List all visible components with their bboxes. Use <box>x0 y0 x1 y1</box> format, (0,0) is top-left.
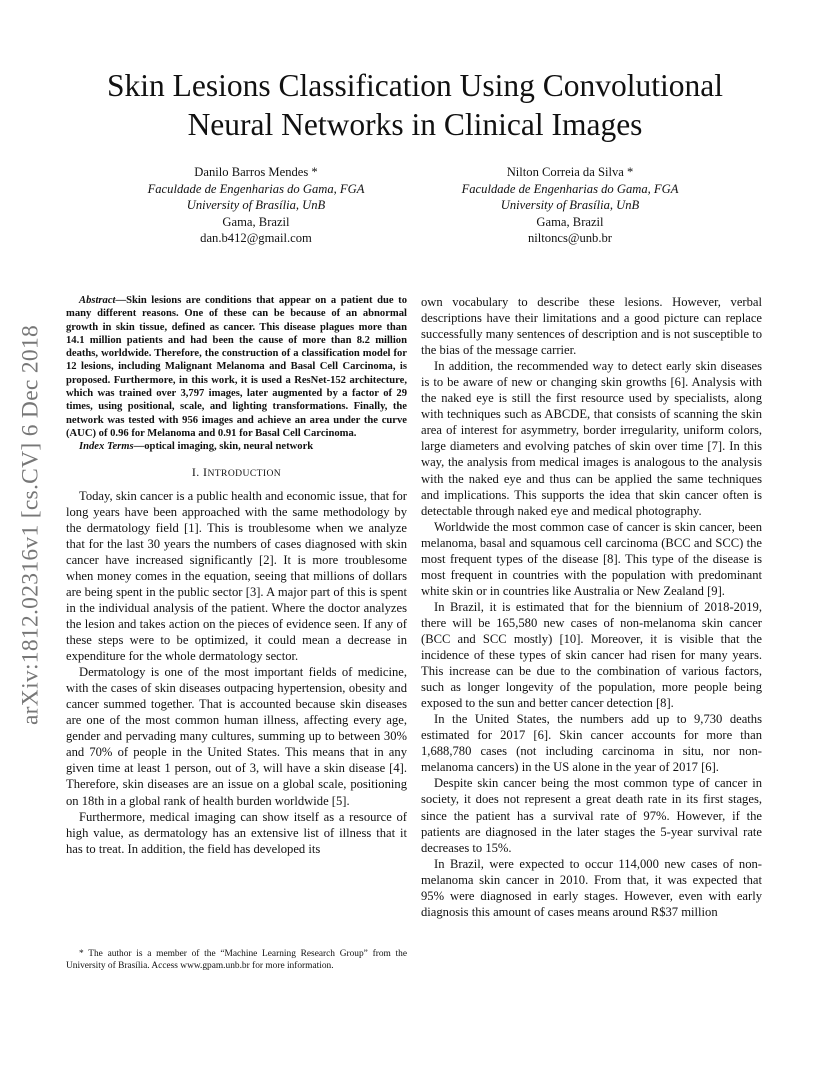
author-affiliation: Faculdade de Engenharias do Gama, FGA <box>147 181 365 196</box>
section-number: I. <box>191 464 204 479</box>
paragraph: In Brazil, it is estimated that for the biennium of 2018-2019, there will be 165,580 new cases of non-melanoma skin cancer (BCC and SCC mostly) [10]. Moreover, it is visible that the incidence of these types of skin cancer had risen for many years. This increase can be due to the combination of various factors, such as longer longevity of the population, more people being exposed to the sun and better cancer detection [8]. <box>421 599 762 711</box>
title-line-1: Skin Lesions Classification Using Convolutional <box>107 68 723 103</box>
author-university: University of Brasília, UnB <box>186 198 326 212</box>
author-university: University of Brasília, UnB <box>500 198 640 212</box>
section-title-rest: NTRODUCTION <box>207 467 282 479</box>
section-heading <box>66 464 407 482</box>
abstract-text: —Skin lesions are conditions that appear on a patient due to many different reasons. One of these can be because of an abnormal growth in skin tissue, defined as cancer. This disease plagues more than 14.1 million patients and had been the cause of more than 8.2 million deaths, worldwide. Therefore, the construction of a classification model for 12 lesions, including Malignant Melanoma and Basal Cell Carcinoma, is proposed. Furthermore, in this work, it is used a ResNet-152 architecture, which was trained over 3,797 images, later augmented by a factor of 29 times, using positional, scale, and lighting transformations. Finally, the network was tested with 956 images and achieve an area under the curve (AUC) of 0.96 for Melanoma and 0.91 for Basal Cell Carcinoma. <box>66 295 407 439</box>
paper-title <box>60 66 770 144</box>
author-email: dan.b412@gmail.com <box>200 231 312 245</box>
author-block-1 <box>116 164 396 247</box>
abstract <box>66 294 407 440</box>
title-line-2: Neural Networks in Clinical Images <box>187 107 643 142</box>
index-terms-text: —optical imaging, skin, neural network <box>133 441 314 453</box>
paragraph: own vocabulary to describe these lesions. However, verbal descriptions have their limitations and a good picture can replace successfully many sentences of description and is not susceptible to the bias of the message carrier. <box>421 295 763 358</box>
paragraph: In the United States, the numbers add up to 9,730 deaths estimated for 2017 [6]. Skin cancer accounts for more than 1,688,780 cases (not including carcinoma in situ, nor non-melanoma cancers) in the US alone in the year of 2017 [6]. <box>421 712 762 775</box>
footnote <box>66 948 407 972</box>
paragraph: Despite skin cancer being the most common type of cancer in society, it does not represent a great death rate in its first stages, since the patient has a survival rate of 97%. However, if the patients are diagnosed in the later stages the 5-year survival rate decreases to 15%. <box>421 776 762 855</box>
paragraph: Today, skin cancer is a public health and economic issue, that for long years have been approached with the same methodology by the dermatology field [1]. This is troublesome when we analyze that for the last 30 years the numbers of cases diagnosed with skin cancer have increased significantly [2]. It is more troublesome when money comes in the equation, seeing that millions of dollars are being spent in the public sector [3]. A major part of this is spent in the individual analysis of the patient. Where the doctor analyzes the lesion and takes action on the pieces of evidence seen. If any of these steps were to be optimized, it could mean a decrease in expenditure for the whole dermatology sector. <box>66 488 407 664</box>
section-first-letter: I <box>203 464 208 479</box>
paragraph: Furthermore, medical imaging can show itself as a resource of high value, as dermatology has an extensive list of illness that it has to treat. In addition, the field has developed its <box>66 809 407 856</box>
index-terms <box>66 440 407 453</box>
arxiv-identifier-text: arXiv:1812.02316v1 [cs.CV] 6 Dec 2018 <box>17 324 44 726</box>
index-terms-label: Index Terms <box>79 441 134 453</box>
right-column <box>421 294 762 920</box>
author-name: Danilo Barros Mendes * <box>194 165 318 179</box>
author-email: niltoncs@unb.br <box>527 231 612 245</box>
paragraph: Dermatology is one of the most important fields of medicine, with the cases of skin diseases outpacing hypertension, obesity and cancer summed together. That is accounted because skin diseases are one of the most common human illness, affecting every age, gender and pervading many cultures, summing up to between 30% and 70% of people in the United States. This means that in any given time at least 1 person, out of 3, will have a skin disease [4]. Therefore, skin diseases are an issue on a global scale, positioning on 18th in a global rank of health burden worldwide [5]. <box>66 665 407 808</box>
abstract-label: Abstract <box>79 295 116 306</box>
paragraph: In addition, the recommended way to detect early skin diseases is to be aware of new or changing skin growths [6]. Analysis with the naked eye is still the first resource used by specialists, along with techniques such as ABCDE, that consists of scanning the skin area of interest for asymmetry, border irregularity, uniform colors, large diameters and evolving patches of skin over time [7]. In this way, the analysis from medical images is analogous to the analysis with the naked eye and thus can be applied the same techniques and implications. This supports the idea that skin cancer often is detectable through naked eye and medical photography. <box>421 359 762 518</box>
author-block-2 <box>430 164 710 247</box>
author-location: Gama, Brazil <box>222 214 290 229</box>
footnote-text: * The author is a member of the “Machine Learning Research Group” from the University of Brasília. Access www.gpam.unb.br for more information. <box>66 949 407 971</box>
paragraph: In Brazil, were expected to occur 114,000 new cases of non-melanoma skin cancer in 2010. From that, it was expected that 95% were diagnosed in early stages. However, even with early diagnosis this amount of cases means around R$37 million <box>421 856 762 919</box>
author-name: Nilton Correia da Silva * <box>506 165 634 179</box>
author-affiliation: Faculdade de Engenharias do Gama, FGA <box>461 181 679 196</box>
paragraph: Worldwide the most common case of cancer is skin cancer, been melanoma, basal and squamous cell carcinoma (BCC and SCC) the most frequent types of the disease [8]. This type of the disease is most frequent in countries with the population with predominant white skin or in countries like Australia or New Zealand [9]. <box>421 519 762 598</box>
author-location: Gama, Brazil <box>536 214 604 229</box>
left-column <box>66 294 407 857</box>
arxiv-identifier <box>0 285 62 765</box>
